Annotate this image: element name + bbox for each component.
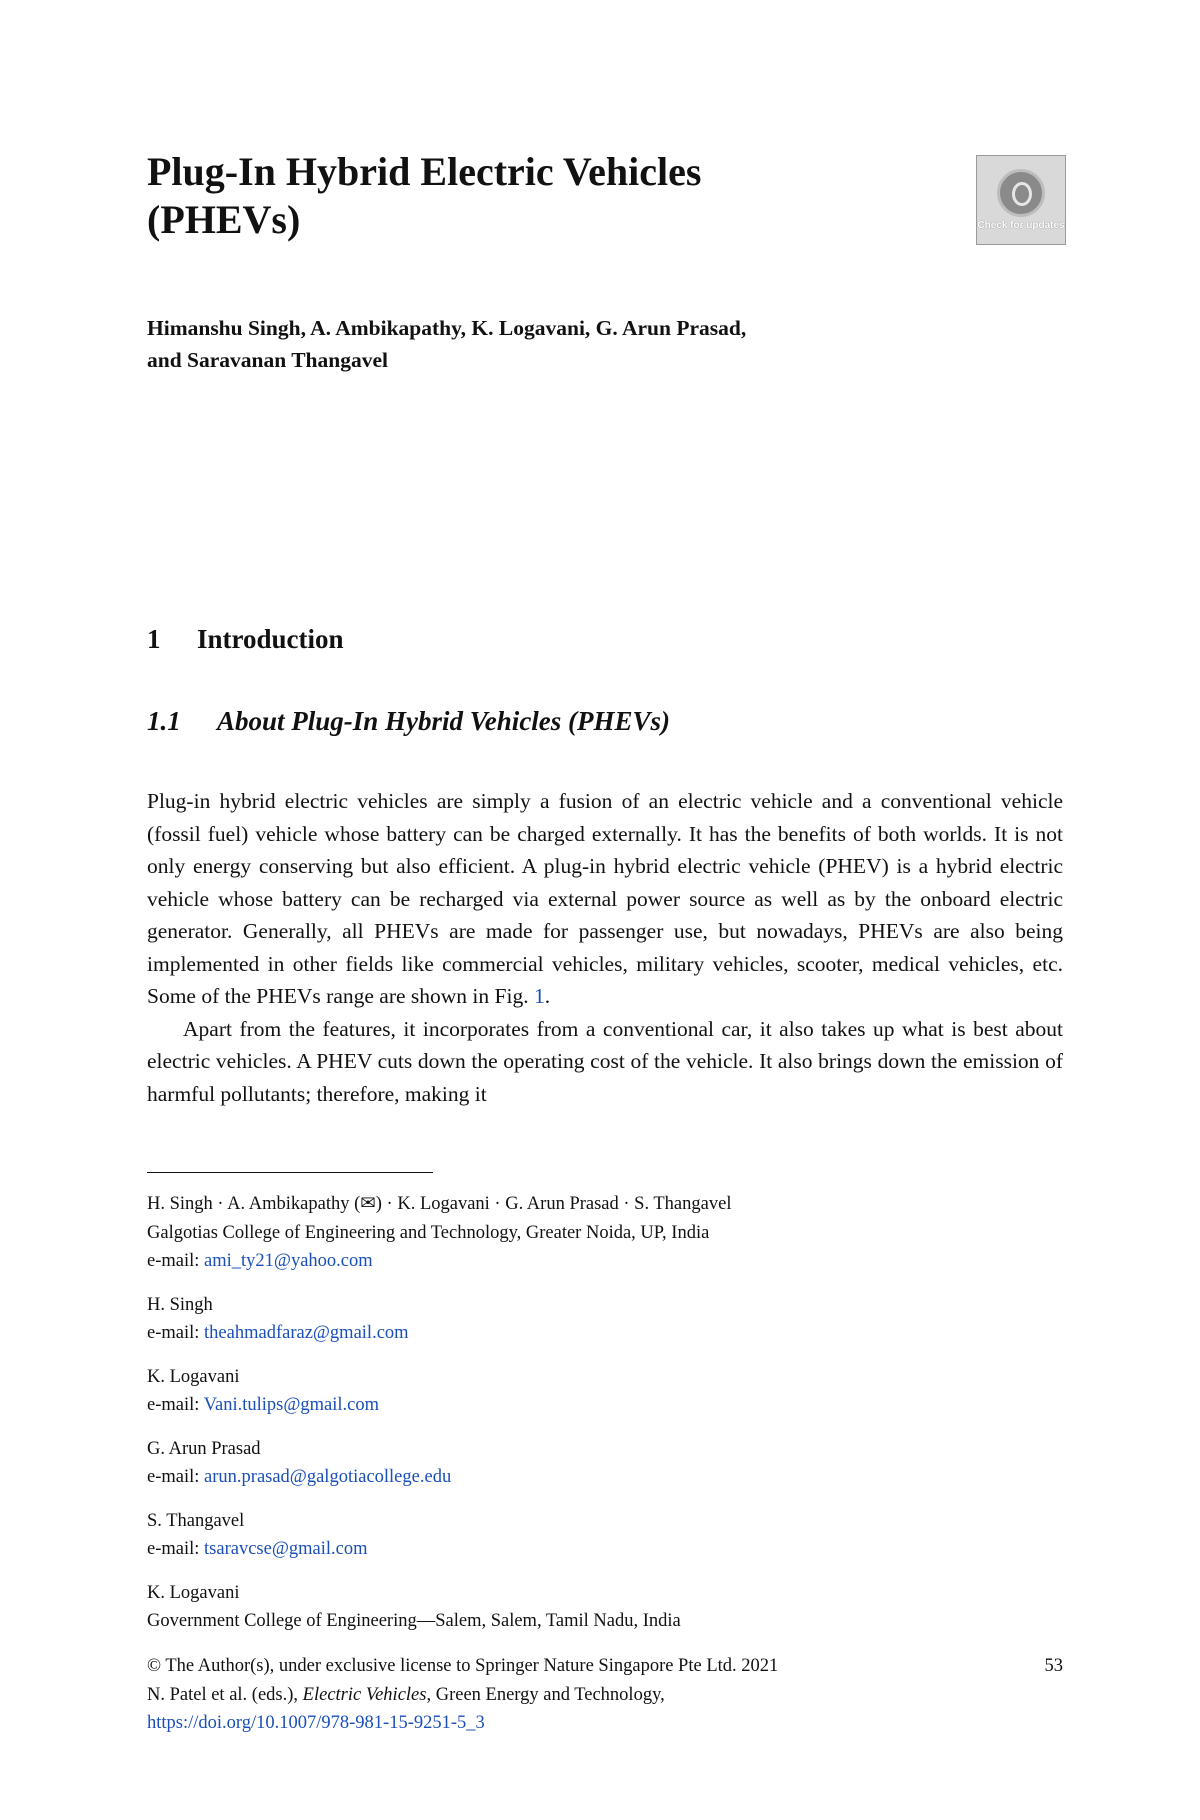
affiliation-line: K. Logavani bbox=[147, 1582, 240, 1603]
email-line bbox=[147, 1535, 1063, 1564]
affiliation-line: K. Logavani bbox=[147, 1366, 240, 1387]
copyright-notice: © The Author(s), under exclusive license to Springer Nature Singapore Pte Ltd. 2021 bbox=[147, 1656, 779, 1676]
affiliation-line: Galgotias College of Engineering and Technology, Greater Noida, UP, India bbox=[147, 1222, 710, 1243]
email-label: e-mail: bbox=[147, 1251, 205, 1271]
email-line bbox=[147, 1391, 1063, 1420]
authors-line-1: Himanshu Singh, A. Ambikapathy, K. Logavani, G. Arun Prasad, bbox=[147, 316, 747, 340]
paragraph-1-text: Plug-in hybrid electric vehicles are simply a fusion of an electric vehicle and a conventional vehicle (fossil fuel) vehicle whose battery can be charged externally. It has the benefits of both worlds. It is not only energy conserving but also efficient. A plug-in hybrid electric vehicle (PHEV) is a hybrid electric vehicle whose battery can be recharged via external power source as well as by the onboard electric generator. Generally, all PHEVs are made for passenger use, but nowadays, PHEVs are also being implemented in other fields like commercial vehicles, military vehicles, scooter, medical vehicles, etc. Some of the PHEVs range are shown in Fig. bbox=[147, 789, 1063, 1008]
affiliation-line: S. Thangavel bbox=[147, 1510, 245, 1531]
email-line bbox=[147, 1319, 1063, 1348]
affiliation-line: Government College of Engineering—Salem, Salem, Tamil Nadu, India bbox=[147, 1611, 681, 1631]
email-link[interactable]: Vani.tulips@gmail.com bbox=[203, 1395, 379, 1415]
section-number: 1 bbox=[147, 624, 161, 654]
email-label: e-mail: bbox=[147, 1323, 205, 1343]
email-line bbox=[147, 1247, 1063, 1276]
subsection-number: 1.1 bbox=[147, 706, 181, 736]
email-link[interactable]: arun.prasad@galgotiacollege.edu bbox=[204, 1467, 452, 1487]
citation-line bbox=[147, 1681, 1063, 1710]
affiliations bbox=[147, 1190, 1063, 1651]
authors-line-2: and Saravanan Thangavel bbox=[147, 348, 388, 372]
section-title: Introduction bbox=[197, 624, 344, 654]
affiliation-group bbox=[147, 1435, 1063, 1492]
editors-text: N. Patel et al. (eds.), bbox=[147, 1684, 303, 1705]
crossmark-icon bbox=[997, 169, 1045, 217]
affiliation-line: H. Singh bbox=[147, 1294, 213, 1315]
affiliation-group bbox=[147, 1291, 1063, 1348]
check-for-updates-badge[interactable] bbox=[976, 155, 1066, 245]
paragraph-1-end: . bbox=[544, 984, 551, 1008]
affiliation-group bbox=[147, 1579, 1063, 1636]
page-number: 53 bbox=[1044, 1656, 1063, 1676]
section-heading bbox=[147, 622, 344, 656]
paper-title bbox=[147, 148, 947, 244]
footnote-divider bbox=[147, 1172, 433, 1173]
figure-1-link[interactable]: 1 bbox=[533, 984, 545, 1008]
affiliation-group bbox=[147, 1507, 1063, 1564]
affiliation-line: H. Singh · A. Ambikapathy (✉) · K. Logavani · G. Arun Prasad · S. Thangavel bbox=[147, 1194, 732, 1214]
check-for-updates-label: Check for updates bbox=[977, 220, 1065, 231]
affiliation-group bbox=[147, 1363, 1063, 1420]
subsection-title: About Plug-In Hybrid Vehicles (PHEVs) bbox=[217, 706, 671, 736]
email-link[interactable]: ami_ty21@yahoo.com bbox=[204, 1251, 373, 1271]
email-line bbox=[147, 1463, 1063, 1492]
email-label: e-mail: bbox=[147, 1395, 204, 1415]
title-line-2: (PHEVs) bbox=[147, 197, 301, 242]
book-title: Electric Vehicles bbox=[302, 1684, 427, 1705]
email-link[interactable]: theahmadfaraz@gmail.com bbox=[204, 1323, 409, 1343]
email-label: e-mail: bbox=[147, 1539, 205, 1559]
affiliation-group bbox=[147, 1190, 1063, 1276]
email-label: e-mail: bbox=[147, 1467, 205, 1487]
affiliation-line: G. Arun Prasad bbox=[147, 1438, 261, 1459]
page-footer bbox=[147, 1652, 1063, 1738]
doi-link[interactable]: https://doi.org/10.1007/978-981-15-9251-5_3 bbox=[147, 1713, 485, 1733]
title-line-1: Plug-In Hybrid Electric Vehicles bbox=[147, 149, 702, 194]
paragraph-1 bbox=[147, 785, 1063, 1013]
author-list bbox=[147, 312, 947, 376]
paragraph-2: Apart from the features, it incorporates from a conventional car, it also takes up what is best about electric vehicles. A PHEV cuts down the operating cost of the vehicle. It also brings down the emission of harmful pollutants; therefore, making it bbox=[147, 1016, 1063, 1106]
body-text bbox=[147, 785, 1063, 1110]
series-text: , Green Energy and Technology, bbox=[426, 1684, 665, 1705]
email-link[interactable]: tsaravcse@gmail.com bbox=[204, 1539, 368, 1559]
subsection-heading bbox=[147, 704, 670, 738]
